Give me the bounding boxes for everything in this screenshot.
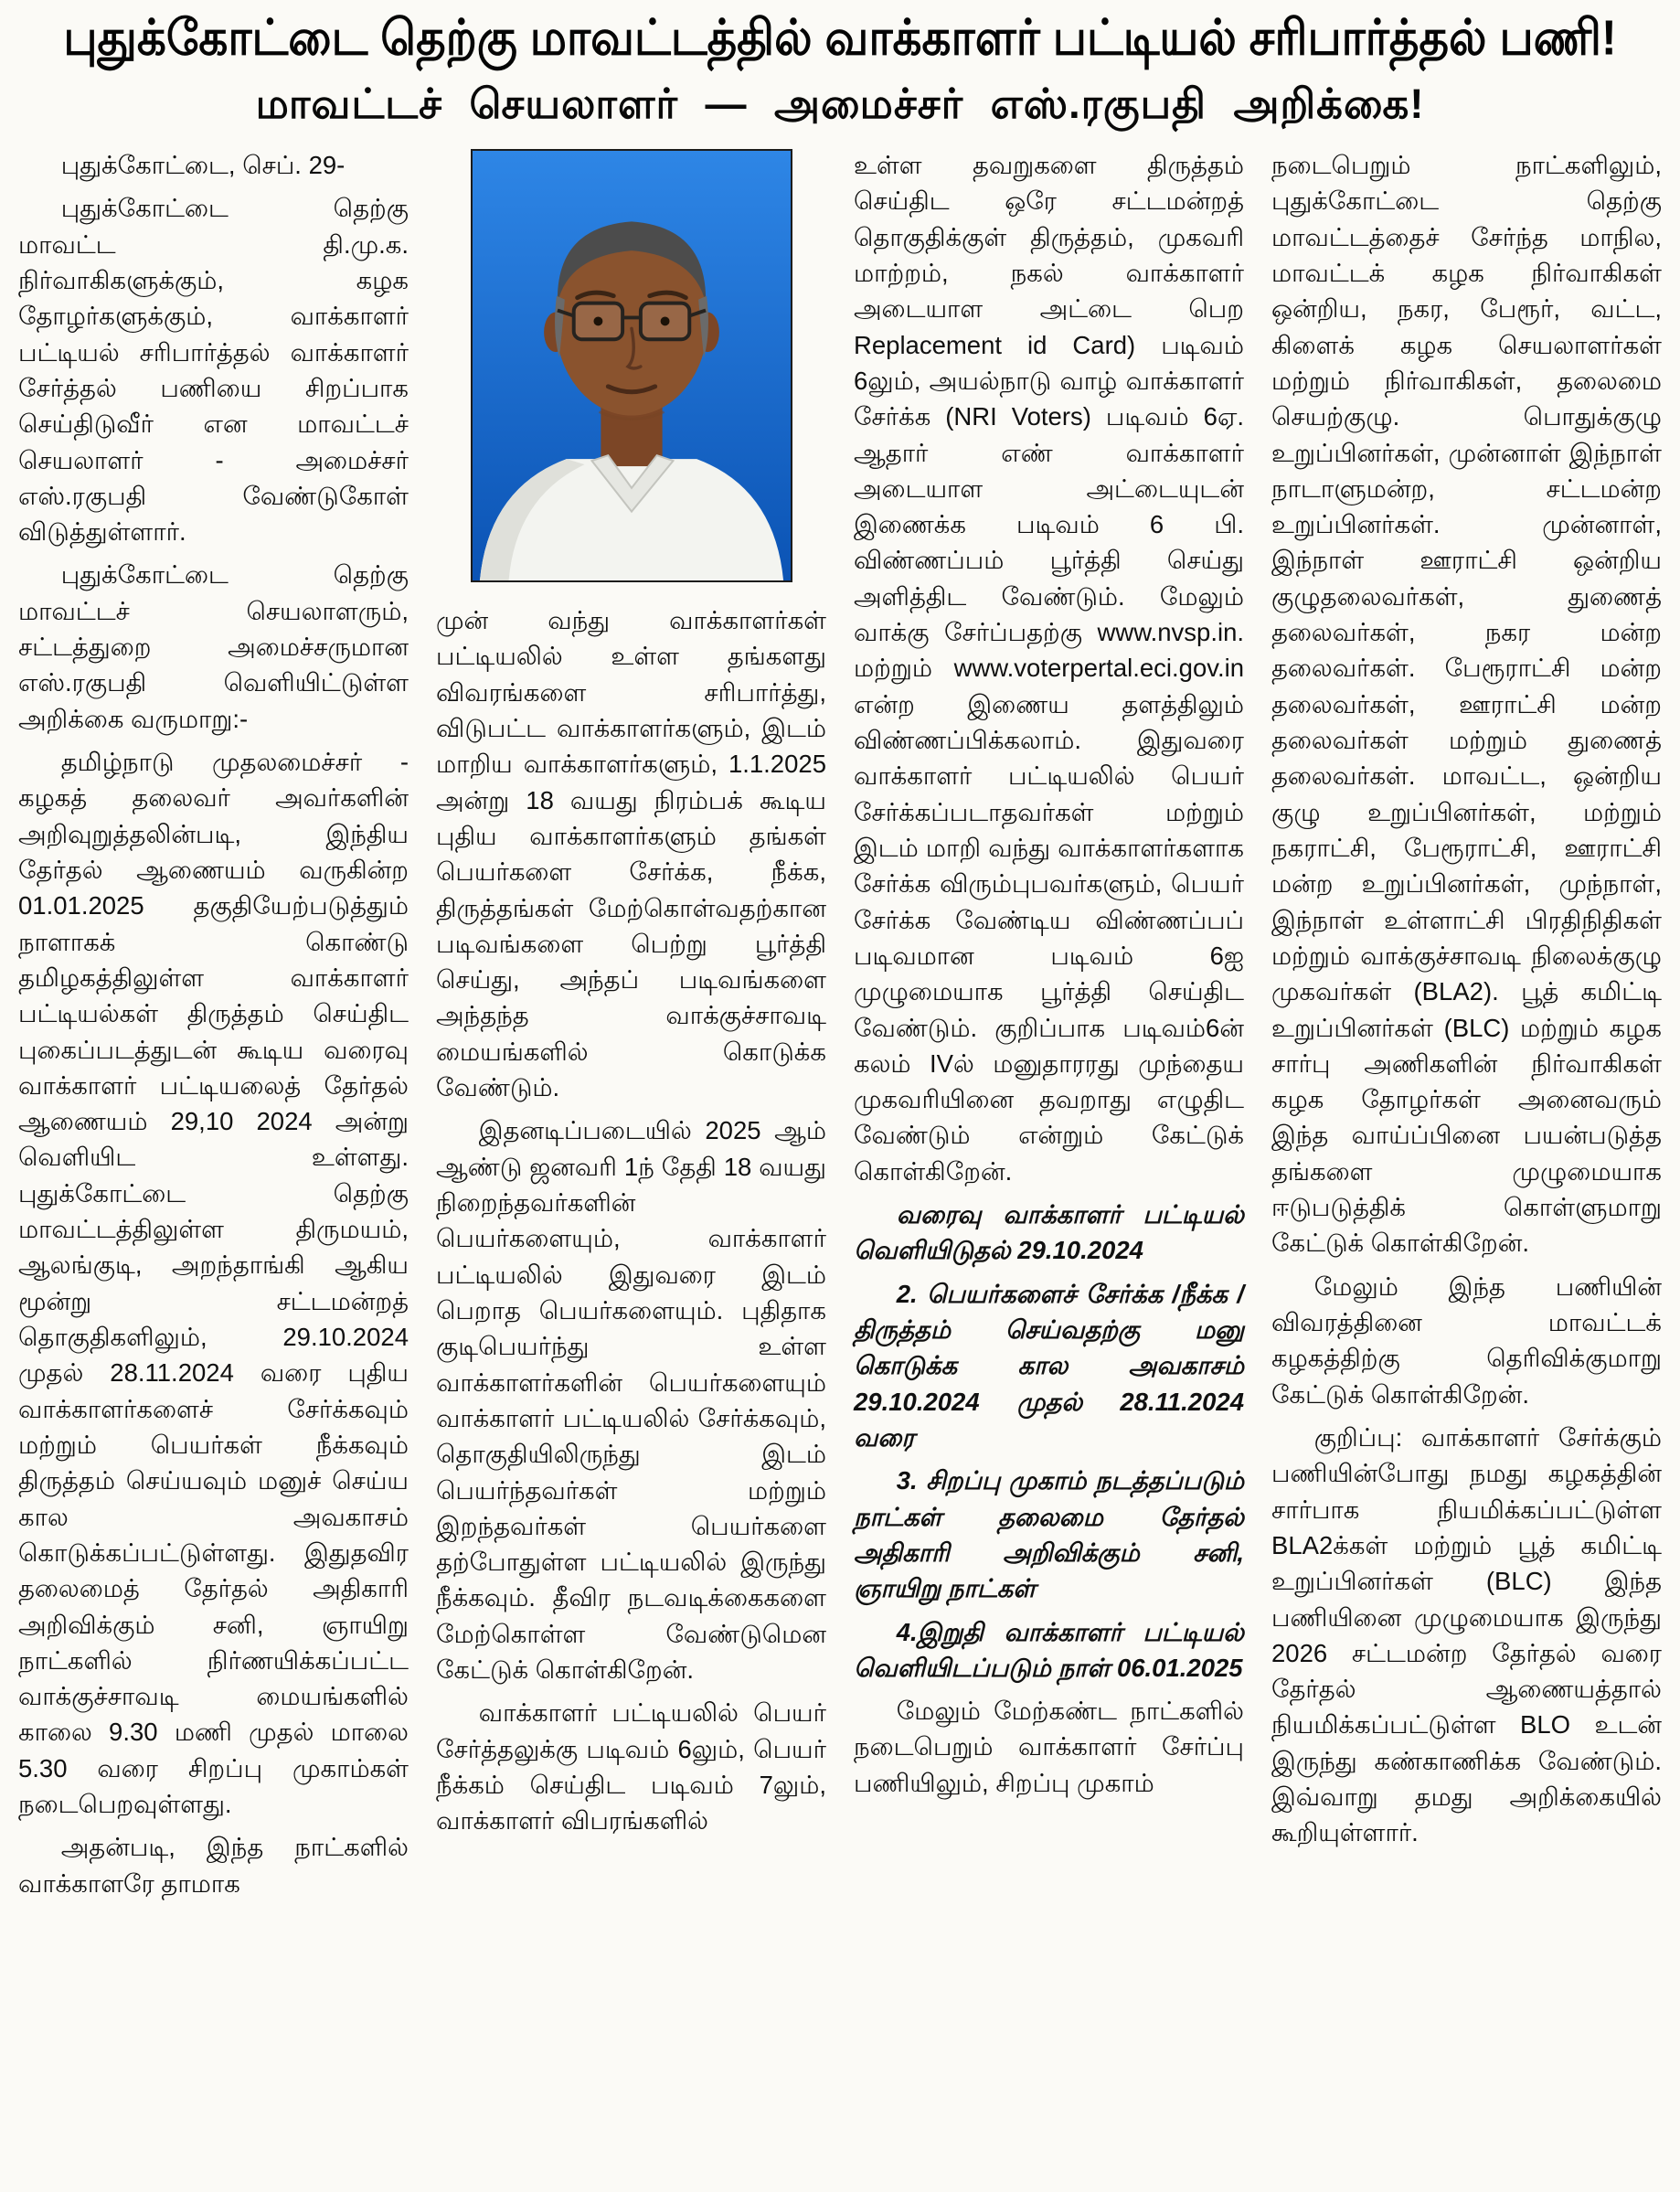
article-column-3	[854, 147, 1244, 1909]
masthead	[15, 11, 1665, 129]
schedule-item-special-camps: 3. சிறப்பு முகாம் நடத்தப்படும் நாட்கள் தலைமை தேர்தல் அதிகாரி அறிவிக்கும் சனி, ஞாயிறு நாட்கள்	[854, 1466, 1244, 1603]
article-subheadline: மாவட்டச் செயலாளர் — அமைச்சர் எஸ்.ரகுபதி அறிக்கை!	[255, 80, 1425, 127]
eye-right	[660, 316, 669, 325]
article-note-paragraph: குறிப்பு: வாக்காளர் சேர்க்கும் பணியின்போது நமது கழகத்தின் சார்பாக நியமிக்கப்பட்டுள்ள BLA2க்கள் மற்றும் பூத் கமிட்டி உறுப்பினர்கள் (BLC) இந்த பணியினை முழுமையாக இருந்து 2026 சட்டமன்ற தேர்தல் வரை தேர்தல் ஆணையத்தால் நியமிக்கப்பட்டுள்ள BLO உடன் இருந்து கண்காணிக்க வேண்டும். இவ்வாறு தமது அறிக்கையில் கூறியுள்ளார்.	[1271, 1422, 1662, 1847]
article-column-4	[1271, 147, 1662, 1909]
article-paragraph: அதன்படி, இந்த நாட்களில் வாக்காளரே தாமாக	[18, 1833, 409, 1898]
article-headline: புதுக்கோட்டை தெற்கு மாவட்டத்தில் வாக்காளர் பட்டியல் சரிபார்த்தல் பணி!	[63, 9, 1617, 66]
portrait-photo	[473, 151, 791, 580]
dateline: புதுக்கோட்டை, செப். 29-	[60, 151, 346, 179]
article-photo	[471, 149, 792, 582]
article-paragraph: முன் வந்து வாக்காளர்கள் பட்டியலில் உள்ள தங்களது விவரங்களை சரிபார்த்து, விடுபட்ட வாக்காளர்களும், இடம் மாறிய வாக்காளர்களும், 1.1.2025 அன்று 18 வயது நிரம்பக் கூடிய புதிய வாக்காளர்களும் தங்கள் பெயர்களை சேர்க்க, நீக்க, திருத்தங்கள் மேற்கொள்வதற்கான படிவங்களை பெற்று பூர்த்தி செய்து, அந்தப் படிவங்களை அந்தந்த வாக்குச்சாவடி மையங்களில் கொடுக்க வேண்டும்.	[436, 606, 826, 1102]
article-paragraph: புதுக்கோட்டை தெற்கு மாவட்ட தி.மு.க. நிர்வாகிகளுக்கும், கழக தோழர்களுக்கும், வாக்காளர் பட்டியல் சரிபார்த்தல் வாக்காளர் சேர்த்தல் பணியை சிறப்பாக செய்திடுவீர் என மாவட்டச் செயலாளர் - அமைச்சர் எஸ்.ரகுபதி வேண்டுகோள் விடுத்துள்ளார்.	[18, 194, 409, 547]
schedule-item-draft-roll: வரைவு வாக்காளர் பட்டியல் வெளியிடுதல் 29.10.2024	[854, 1200, 1244, 1265]
article-paragraph: உள்ள தவறுகளை திருத்தம் செய்திட ஒரே சட்டமன்றத் தொகுதிக்குள் திருத்தம், முகவரி மாற்றம், நகல் வாக்காளர் அடையாள அட்டை பெற Replacement id Card) படிவம் 6லும், அயல்நாடு வாழ் வாக்காளர் சேர்க்க (NRI Voters) படிவம் 6ஏ. ஆதார் எண் வாக்காளர் அடையாள அட்டையுடன் இணைக்க படிவம் 6 பி. விண்ணப்பம் பூர்த்தி செய்து அளித்திட வேண்டும். மேலும் வாக்கு சேர்ப்பதற்கு www.nvsp.in. மற்றும் www.voterpertal.eci.gov.in என்ற இணைய தளத்திலும் விண்ணப்பிக்கலாம். இதுவரை வாக்காளர் பட்டியலில் பெயர் சேர்க்கப்படாதவர்கள் மற்றும் இடம் மாறி வந்து வாக்காளர்களாக சேர்க்க விரும்புபவர்களும், பெயர் சேர்க்க வேண்டிய விண்ணப்பப் படிவமான படிவம் 6ஐ முழுமையாக பூர்த்தி செய்திட வேண்டும். குறிப்பாக படிவம்6ன் கலம் IVல் மனுதாரரது முந்தைய முகவரியினை தவறாது எழுதிட வேண்டும் என்றும் கேட்டுக் கொள்கிறேன்.	[854, 151, 1244, 1186]
article-paragraph: மேலும் மேற்கண்ட நாட்களில் நடைபெறும் வாக்காளர் சேர்ப்பு பணியிலும், சிறப்பு முகாம்	[854, 1697, 1244, 1797]
article-paragraph: தமிழ்நாடு முதலமைச்சர் - கழகத் தலைவர் அவர்களின் அறிவுறுத்தலின்படி, இந்திய தேர்தல் ஆணையம் வருகின்ற 01.01.2025 தகுதியேற்படுத்தும் நாளாகக் கொண்டு தமிழகத்திலுள்ள வாக்காளர் பட்டியல்கள் திருத்தம் செய்திட புகைப்படத்துடன் கூடிய வரைவு வாக்காளர் பட்டியலைத் தேர்தல் ஆணையம் 29,10 2024 அன்று வெளியிட உள்ளது. புதுக்கோட்டை தெற்கு மாவட்டத்திலுள்ள திருமயம், ஆலங்குடி, அறந்தாங்கி ஆகிய மூன்று சட்டமன்றத் தொகுதிகளிலும், 29.10.2024 முதல் 28.11.2024 வரை புதிய வாக்காளர்களைச் சேர்க்கவும் மற்றும் பெயர்கள் நீக்கவும் திருத்தம் செய்யவும் மனுச் செய்ய கால அவகாசம் கொடுக்கப்பட்டுள்ளது. இதுதவிர தலைமைத் தேர்தல் அதிகாரி அறிவிக்கும் சனி, ஞாயிறு நாட்களில் நிர்ணயிக்கப்பட்ட வாக்குச்சாவடி மையங்களில் காலை 9.30 மணி முதல் மாலை 5.30 வரை சிறப்பு முகாம்கள் நடைபெறவுள்ளது.	[18, 748, 409, 1819]
eye-left	[593, 316, 602, 325]
article-paragraph: மேலும் இந்த பணியின் விவரத்தினை மாவட்டக் கழகத்திற்கு தெரிவிக்குமாறு கேட்டுக் கொள்கிறேன்.	[1271, 1272, 1662, 1409]
schedule-item-final-roll: 4.இறுதி வாக்காளர் பட்டியல் வெளியிடப்படும் நாள் 06.01.2025	[854, 1617, 1244, 1682]
article-paragraph: இதனடிப்படையில் 2025 ஆம் ஆண்டு ஜனவரி 1ந் தேதி 18 வயது நிறைந்தவர்களின் பெயர்களையும், வாக்காளர் பட்டியலில் இதுவரை இடம் பெறாத பெயர்களையும். புதிதாக குடிபெயர்ந்து உள்ள வாக்காளர்களின் பெயர்களையும் வாக்காளர் பட்டியலில் சேர்க்கவும், தொகுதியிலிருந்து இடம் பெயர்ந்தவர்கள் மற்றும் இறந்தவர்கள் பெயர்களை தற்போதுள்ள பட்டியலில் இருந்து நீக்கவும். தீவிர நடவடிக்கைகளை மேற்கொள்ள வேண்டுமென கேட்டுக் கொள்கிறேன்.	[436, 1116, 826, 1685]
schedule-item-claims-period: 2. பெயர்களைச் சேர்க்க /நீக்க / திருத்தம் செய்வதற்கு மனு கொடுக்க கால அவகாசம் 29.10.2024 முதல் 28.11.2024 வரை	[854, 1279, 1244, 1452]
article-paragraph: வாக்காளர் பட்டியலில் பெயர் சேர்த்தலுக்கு படிவம் 6லும், பெயர் நீக்கம் செய்திட படிவம் 7லும், வாக்காளர் விபரங்களில்	[436, 1698, 826, 1836]
article-column-2	[436, 147, 826, 1909]
article-column-1	[18, 147, 409, 1909]
article-body	[15, 147, 1665, 1909]
article-paragraph: புதுக்கோட்டை தெற்கு மாவட்டச் செயலாளரும், சட்டத்துறை அமைச்சருமான எஸ்.ரகுபதி வெளியிட்டுள்ள அறிக்கை வருமாறு:-	[18, 560, 409, 733]
article-paragraph: நடைபெறும் நாட்களிலும், புதுக்கோட்டை தெற்கு மாவட்டத்தைச் சேர்ந்த மாநில, மாவட்டக் கழக நிர்வாகிகள் ஒன்றிய, நகர, பேரூர், வட்ட, கிளைக் கழக செயலாளர்கள் மற்றும் நிர்வாகிகள், தலைமை செயற்குழு. பொதுக்குழு உறுப்பினர்கள், முன்னாள் இந்நாள் நாடாளுமன்ற, சட்டமன்ற உறுப்பினர்கள். முன்னாள், இந்நாள் ஊராட்சி ஒன்றிய குழுதலைவர்கள், துணைத் தலைவர்கள், நகர மன்ற தலைவர்கள். பேரூராட்சி மன்ற தலைவர்கள், ஊராட்சி மன்ற தலைவர்கள் மற்றும் துணைத் தலைவர்கள். மாவட்ட, ஒன்றிய குழு உறுப்பினர்கள், மற்றும் நகராட்சி, பேரூராட்சி, ஊராட்சி மன்ற உறுப்பினர்கள், முந்நாள், இந்நாள் உள்ளாட்சி பிரதிநிதிகள் மற்றும் வாக்குச்சாவடி நிலைக்குழு முகவர்கள் (BLA2). பூத் கமிட்டி உறுப்பினர்கள் (BLC) மற்றும் கழக சார்பு அணிகளின் நிர்வாகிகள் கழக தோழர்கள் அனைவரும் இந்த வாய்ப்பினை பயன்படுத்த தங்களை முழுமையாக ஈடுபடுத்திக் கொள்ளுமாறு கேட்டுக் கொள்கிறேன்.	[1271, 151, 1662, 1258]
